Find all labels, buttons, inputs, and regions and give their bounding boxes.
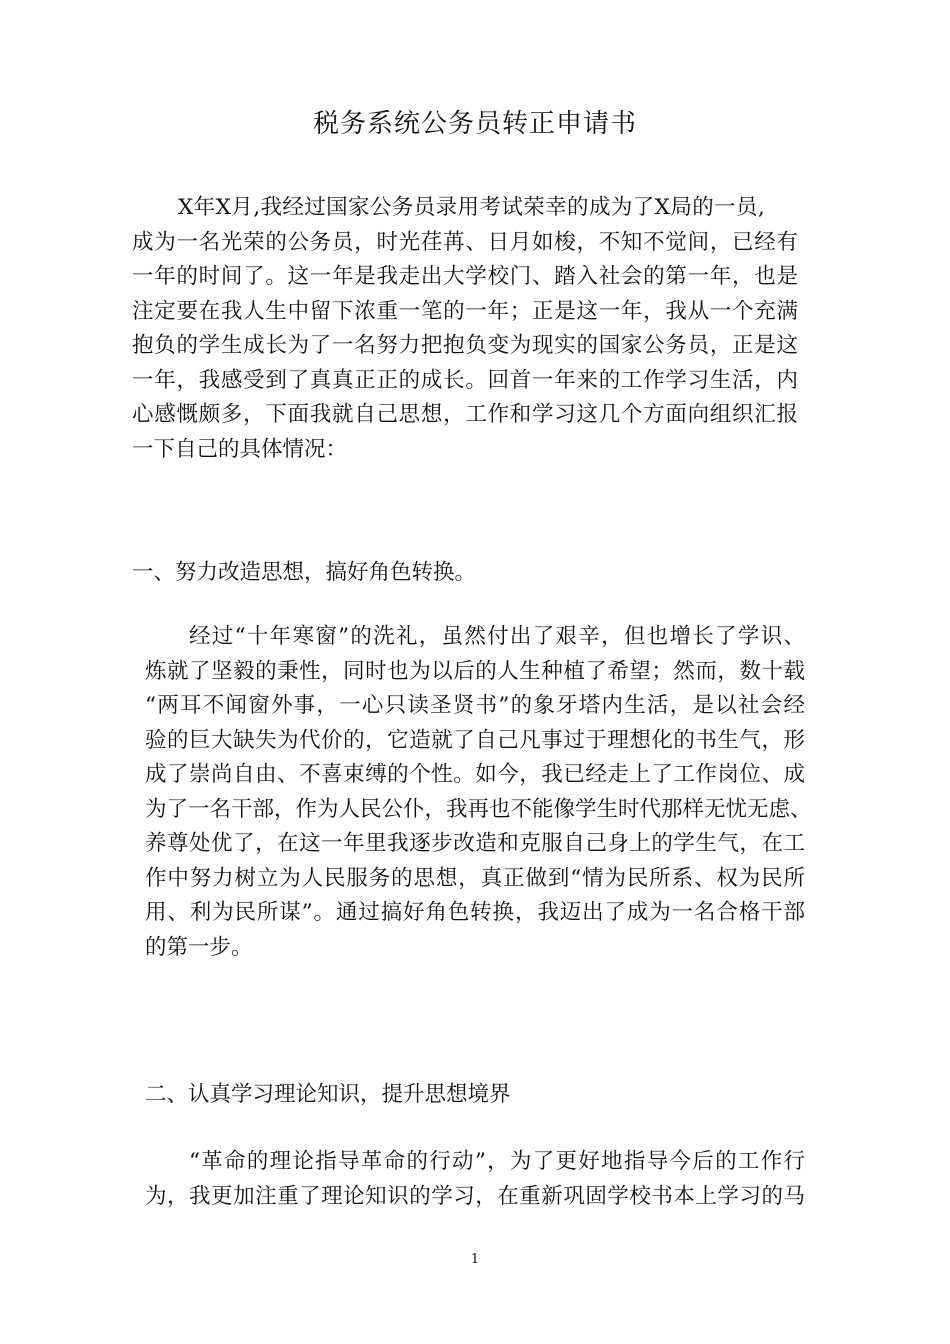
intro-line: 成为一名光荣的公务员，时光荏苒、日月如梭，不知不觉间，已经有 [132, 229, 798, 255]
section-1-line: 作中努力树立为人民服务的思想，真正做到“情为民所系、权为民所 [145, 865, 805, 891]
section-2-line: 为，我更加注重了理论知识的学习，在重新巩固学校书本上学习的马 [145, 1183, 805, 1209]
document-title: 税务系统公务员转正申请书 [312, 109, 637, 139]
section-1-line: 用、利为民所谋”。通过搞好角色转换，我迈出了成为一名合格干部 [145, 900, 805, 925]
section-1-line: 经过“十年寒窗”的洗礼，虽然付出了艰辛，但也增长了学识、 [189, 624, 805, 649]
section-heading-1: 一、努力改造思想，搞好角色转换。 [132, 560, 477, 585]
intro-line: 注定要在我人生中留下浓重一笔的一年；正是这一年，我从一个充满 [132, 298, 798, 324]
section-1-line: 炼就了坚毅的秉性，同时也为以后的人生种植了希望；然而，数十载 [145, 658, 805, 684]
section-1-line: 验的巨大缺失为代价的，它造就了自己凡事过于理想化的书生气，形 [145, 727, 805, 753]
intro-paragraph [132, 191, 798, 467]
section-1-line: “两耳不闻窗外事，一心只读圣贤书”的象牙塔内生活，是以社会经 [145, 693, 805, 718]
section-1-line: 的第一步。 [145, 934, 253, 960]
section-heading-2: 二、认真学习理论知识，提升思想境界 [145, 1082, 511, 1107]
section-2-line: “革命的理论指导革命的行动”，为了更好地指导今后的工作行 [189, 1149, 805, 1174]
intro-line: 一年的时间了。这一年是我走出大学校门、踏入社会的第一年，也是 [132, 264, 798, 289]
intro-line: X年X月,我经过国家公务员录用考试荣幸的成为了X局的一员, [178, 195, 766, 220]
page-number: 1 [470, 1252, 480, 1267]
intro-line: 一下自己的具体情况： [132, 436, 348, 462]
section-1-line: 为了一名干部，作为人民公仆，我再也不能像学生时代那样无忧无虑、 [145, 796, 812, 822]
intro-line: 心感慨颇多，下面我就自己思想，工作和学习这几个方面向组织汇报 [132, 402, 798, 427]
intro-line: 一年，我感受到了真真正正的成长。回首一年来的工作学习生活，内 [132, 367, 798, 393]
intro-line: 抱负的学生成长为了一名努力把抱负变为现实的国家公务员，正是这 [132, 333, 798, 358]
section-1-line: 成了崇尚自由、不喜束缚的个性。如今，我已经走上了工作岗位、成 [145, 762, 805, 787]
section-1-line: 养尊处优了，在这一年里我逐步改造和克服自己身上的学生气，在工 [145, 831, 805, 856]
section-1-paragraph [145, 620, 812, 965]
section-2-paragraph [145, 1145, 805, 1214]
